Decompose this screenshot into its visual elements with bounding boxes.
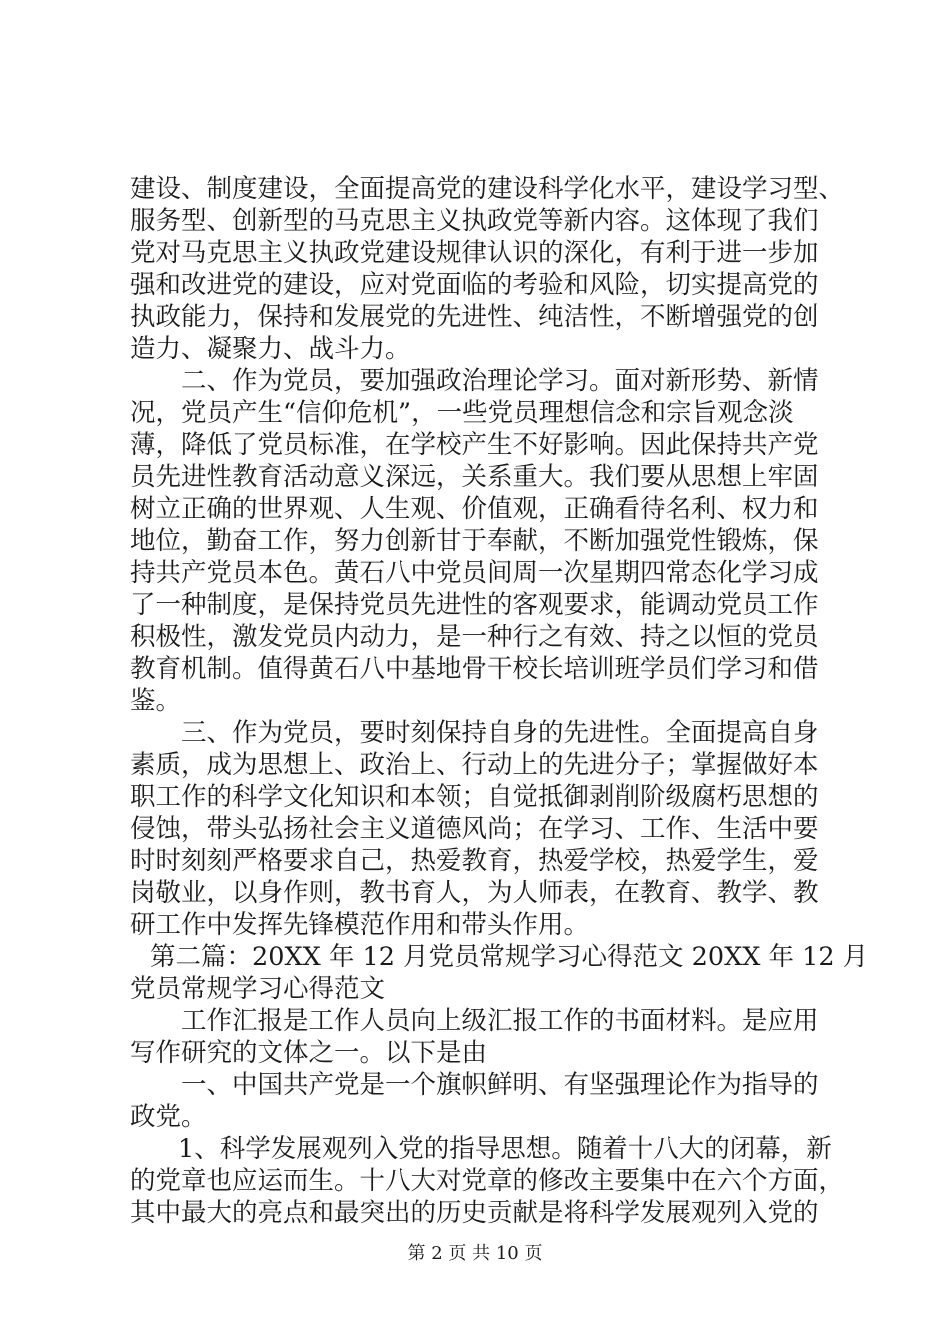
text-line: 时时刻刻严格要求自己，热爱教育，热爱学校，热爱学生，爱 bbox=[130, 846, 819, 876]
paragraph-heading-2: 二、作为党员，要加强政治理论学习。面对新形势、新情 bbox=[181, 366, 819, 396]
text-line: 持共产党员本色。黄石八中党员间周一次星期四常态化学习成 bbox=[130, 558, 819, 588]
text-line: 积极性，激发党员内动力，是一种行之有效、持之以恒的党员 bbox=[130, 622, 819, 652]
text-line: 了一种制度，是保持党员先进性的客观要求，能调动党员工作 bbox=[130, 590, 819, 620]
text-line: 地位，勤奋工作，努力创新甘于奉献，不断加强党性锻炼，保 bbox=[130, 526, 819, 556]
text-line: 1、科学发展观列入党的指导思想。随着十八大的闭幕，新 bbox=[178, 1134, 832, 1164]
text-line: 服务型、创新型的马克思主义执政党等新内容。这体现了我们 bbox=[130, 206, 819, 236]
text-line: 写作研究的文体之一。以下是由 bbox=[130, 1038, 488, 1068]
text-line: 况，党员产生“信仰危机”，一些党员理想信念和宗旨观念淡 bbox=[130, 398, 794, 428]
text-line: 工作汇报是工作人员向上级汇报工作的书面材料。是应用 bbox=[181, 1006, 819, 1036]
section-title: 第二篇：20XX 年 12 月党员常规学习心得范文 20XX 年 12 月 bbox=[150, 942, 869, 972]
text-line: 教育机制。值得黄石八中基地骨干校长培训班学员们学习和借 bbox=[130, 654, 819, 684]
text-line: 建设、制度建设，全面提高党的建设科学化水平，建设学习型、 bbox=[130, 174, 845, 204]
page-number-footer: 第 2 页 共 10 页 bbox=[407, 1243, 543, 1264]
text-line: 的党章也应运而生。十八大对党章的修改主要集中在六个方面， bbox=[130, 1166, 845, 1196]
text-line: 一、中国共产党是一个旗帜鲜明、有坚强理论作为指导的 bbox=[181, 1070, 819, 1100]
text-line: 强和改进党的建设，应对党面临的考验和风险，切实提高党的 bbox=[130, 270, 819, 300]
text-line: 岗敬业，以身作则，教书育人，为人师表，在教育、教学、教 bbox=[130, 878, 819, 908]
text-line: 素质，成为思想上、政治上、行动上的先进分子；掌握做好本 bbox=[130, 750, 819, 780]
text-line: 其中最大的亮点和最突出的历史贡献是将科学发展观列入党的 bbox=[130, 1198, 819, 1228]
text-line: 职工作的科学文化知识和本领；自觉抵御剥削阶级腐朽思想的 bbox=[130, 782, 819, 812]
text-line: 薄，降低了党员标准，在学校产生不好影响。因此保持共产党 bbox=[130, 430, 819, 460]
text-line: 造力、凝聚力、战斗力。 bbox=[130, 334, 411, 364]
text-line: 鉴。 bbox=[130, 686, 182, 716]
text-line: 侵蚀，带头弘扬社会主义道德风尚；在学习、工作、生活中要 bbox=[130, 814, 819, 844]
section-title-continued: 党员常规学习心得范文 bbox=[130, 974, 386, 1004]
text-line: 执政能力，保持和发展党的先进性、纯洁性，不断增强党的创 bbox=[130, 302, 819, 332]
paragraph-heading-3: 三、作为党员，要时刻保持自身的先进性。全面提高自身 bbox=[181, 718, 819, 748]
text-line: 政党。 bbox=[130, 1102, 207, 1132]
text-line: 树立正确的世界观、人生观、价值观，正确看待名利、权力和 bbox=[130, 494, 819, 524]
text-line: 员先进性教育活动意义深远，关系重大。我们要从思想上牢固 bbox=[130, 462, 819, 492]
text-line: 党对马克思主义执政党建设规律认识的深化，有利于进一步加 bbox=[130, 238, 819, 268]
text-line: 研工作中发挥先锋模范作用和带头作用。 bbox=[130, 910, 590, 940]
